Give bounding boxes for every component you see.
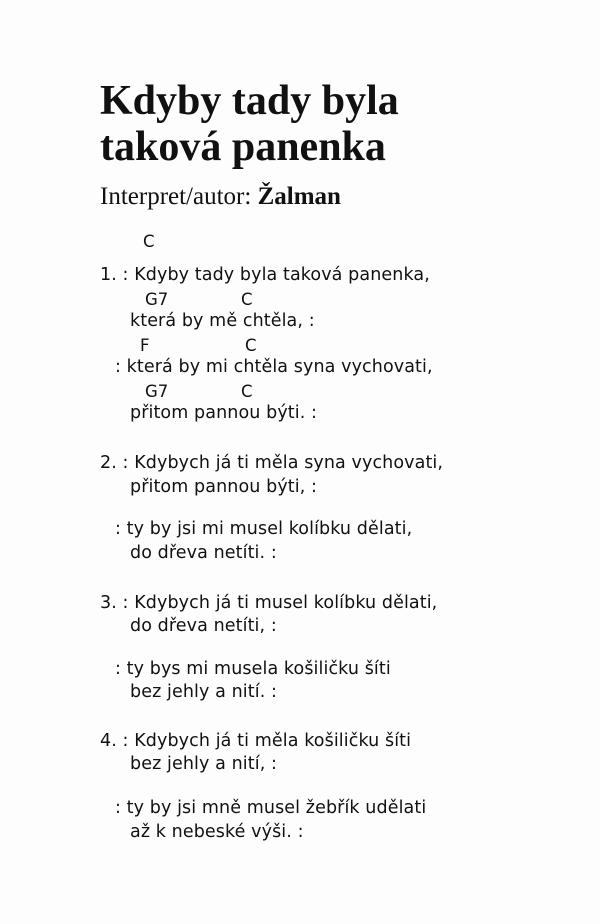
verse-4-line-1: 4. : Kdybych já ti měla košiličku šíti [100,731,412,751]
verse-4-line-3: : ty by jsi mně musel žebřík udělati [115,798,427,818]
verse-1-line-3: : která by mi chtěla syna vychovati, [115,357,433,377]
verse-4-line-4: až k nebeské výši. : [130,822,304,842]
chord-c-intro: C [143,232,155,251]
chord-c-2: C [241,290,253,309]
verse-3-line-1: 3. : Kdybych já ti musel kolíbku dělati, [100,593,438,613]
song-title-line-1: Kdyby tady byla [100,78,399,124]
chord-c-3: C [245,336,257,355]
verse-3-line-2: do dřeva netíti, : [130,616,277,636]
author-label: Interpret/autor: [100,183,252,210]
author-line [100,182,341,212]
chord-c-4: C [241,382,253,401]
verse-2-line-2: přitom pannou býti, : [130,477,318,497]
song-title [100,78,399,170]
verse-1-line-2: která by mě chtěla, : [130,311,315,331]
verse-1-line-4: přitom pannou býti. : [130,403,318,423]
verse-3-line-4: bez jehly a nití. : [130,682,278,702]
verse-2-line-4: do dřeva netíti. : [130,543,277,563]
chord-g7-1: G7 [145,290,169,309]
verse-1-line-1: 1. : Kdyby tady byla taková panenka, [100,265,430,285]
chord-f: F [140,336,150,355]
verse-2-line-3: : ty by jsi mi musel kolíbku dělati, [115,519,413,539]
verse-2-line-1: 2. : Kdybych já ti měla syna vychovati, [100,453,444,473]
verse-3-line-3: : ty bys mi musela košiličku šíti [115,659,391,679]
author-name: Žalman [257,183,341,210]
chord-g7-2: G7 [145,382,169,401]
song-title-line-2: taková panenka [100,124,386,170]
verse-4-line-2: bez jehly a nití, : [130,754,278,774]
